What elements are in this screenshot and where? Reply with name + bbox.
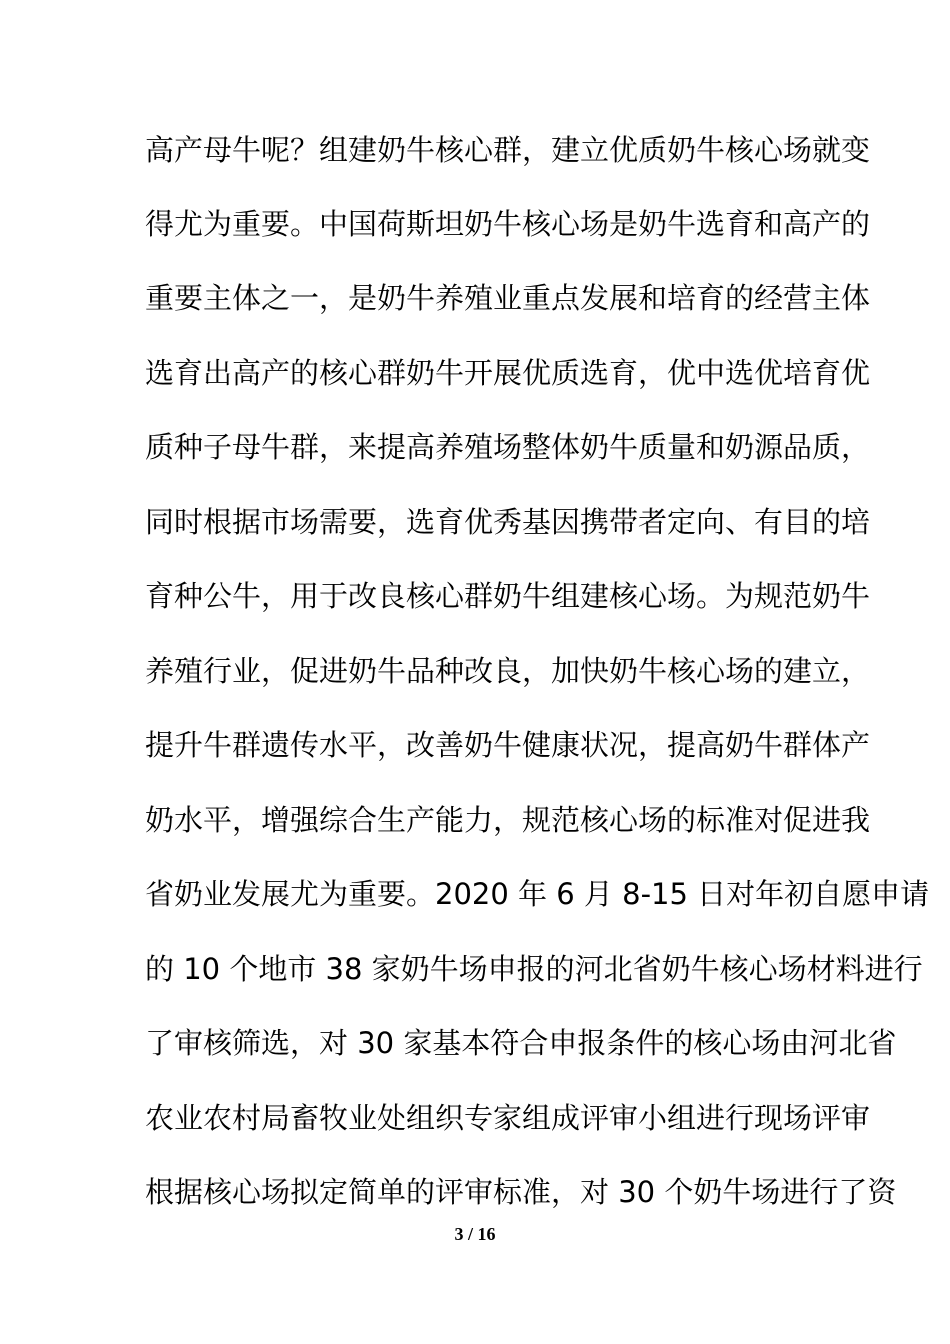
body-text-line: 养殖行业，促进奶牛品种改良，加快奶牛核心场的建立， xyxy=(145,654,871,688)
body-text-line: 质种子母牛群，来提高养殖场整体奶牛质量和奶源品质， xyxy=(145,430,871,464)
body-text-line: 奶水平，增强综合生产能力，规范核心场的标准对促进我 xyxy=(145,803,871,837)
body-text-line: 同时根据市场需要，选育优秀基因携带者定向、有目的培 xyxy=(145,505,871,539)
body-text-line: 提升牛群遗传水平，改善奶牛健康状况，提高奶牛群体产 xyxy=(145,728,871,762)
page-number: 3 / 16 xyxy=(454,1224,496,1244)
body-text-line: 选育出高产的核心群奶牛开展优质选育，优中选优培育优 xyxy=(145,356,871,390)
body-text-line: 得尤为重要。中国荷斯坦奶牛核心场是奶牛选育和高产的 xyxy=(145,207,871,241)
body-text-line: 的 10 个地市 38 家奶牛场申报的河北省奶牛核心场材料进行 xyxy=(145,952,923,986)
body-text-line: 省奶业发展尤为重要。2020 年 6 月 8-15 日对年初自愿申请 xyxy=(145,877,930,911)
body-text-line: 育种公牛，用于改良核心群奶牛组建核心场。为规范奶牛 xyxy=(145,579,871,613)
body-text-line: 了审核筛选，对 30 家基本符合申报条件的核心场由河北省 xyxy=(145,1026,897,1060)
body-text-line: 高产母牛呢？组建奶牛核心群，建立优质奶牛核心场就变 xyxy=(145,133,871,167)
body-text-line: 根据核心场拟定简单的评审标准，对 30 个奶牛场进行了资 xyxy=(145,1175,897,1209)
body-text-line: 农业农村局畜牧业处组织专家组成评审小组进行现场评审 xyxy=(145,1101,871,1135)
body-text-line: 重要主体之一，是奶牛养殖业重点发展和培育的经营主体 xyxy=(145,281,871,315)
